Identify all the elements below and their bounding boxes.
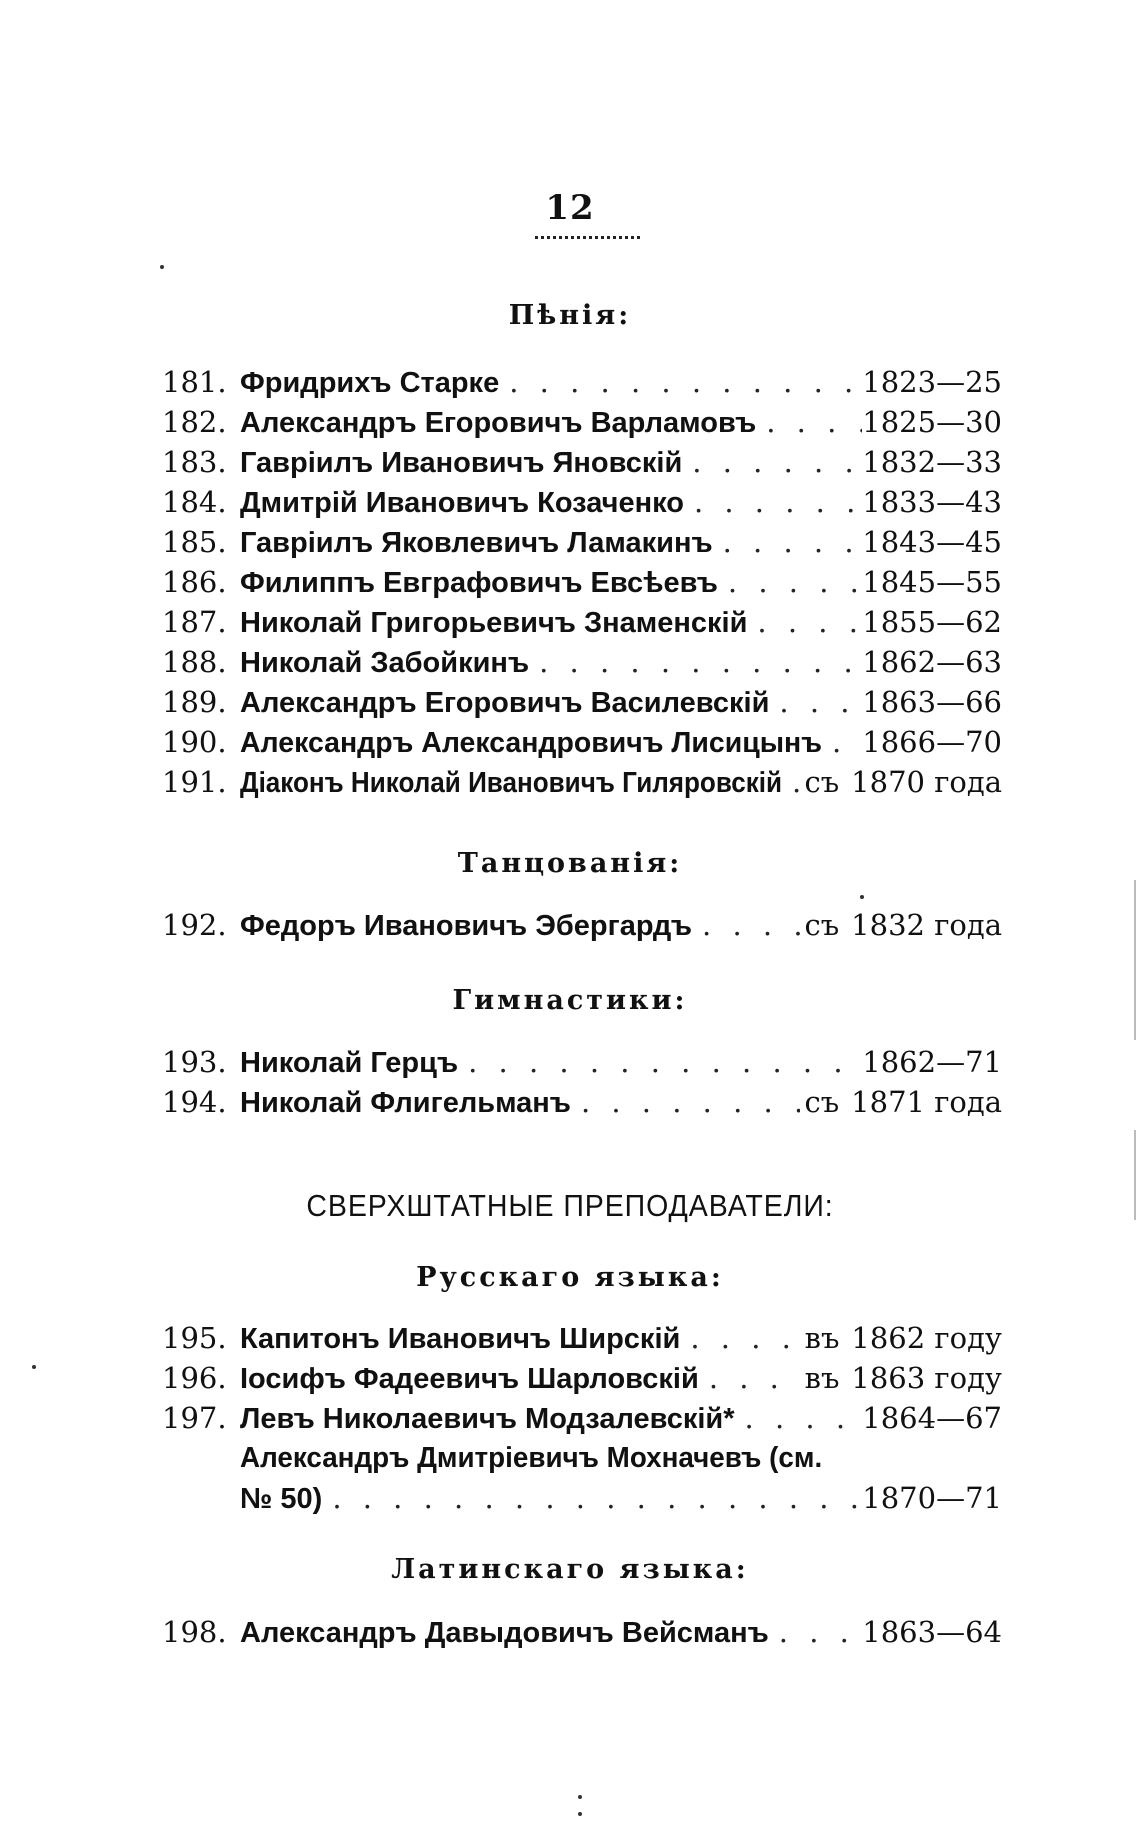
section-heading-supernumerary: СВЕРХШТАТНЫЕ ПРЕПОДАВАТЕЛИ:: [306, 1188, 834, 1223]
entry-row: [162, 905, 1002, 945]
entry-preposition: съ: [804, 1085, 840, 1119]
entry-row: [162, 1612, 1002, 1652]
entry-row: [162, 1318, 1002, 1358]
leader-dots: [680, 1318, 800, 1358]
entry-period: 1825—30: [862, 405, 1002, 439]
scan-edge-line: [1134, 880, 1136, 1040]
entry-period: 1871 года: [851, 1085, 1002, 1119]
leader-dots: [682, 442, 862, 482]
entry-number: 187.: [162, 605, 227, 639]
entry-preposition: съ: [804, 765, 840, 799]
leader-dots: [756, 402, 862, 442]
entry-number: 198.: [162, 1615, 227, 1649]
entry-name: Николай Флигельманъ: [240, 1087, 571, 1119]
entry-name: Александръ Егоровичъ Варламовъ: [240, 407, 757, 439]
entry-period: 1863—64: [862, 1615, 1002, 1649]
entry-period: 1863—66: [862, 685, 1002, 719]
entry-number: 193.: [162, 1045, 227, 1079]
scan-speck: [160, 265, 164, 269]
entry-period: 1862—63: [862, 645, 1002, 679]
entry-row: [162, 1398, 1002, 1438]
leader-dots: [735, 1398, 863, 1438]
entry-name: Филиппъ Евграфовичъ Евсѣевъ: [240, 567, 718, 599]
entry-period: 1855—62: [862, 605, 1002, 639]
entry-period: 1863 году: [851, 1361, 1002, 1395]
entry-number: 185.: [162, 525, 227, 559]
entry-name: Александръ Давыдовичъ Вейсманъ: [240, 1617, 769, 1649]
leader-dots: [458, 1042, 862, 1082]
entry-number: 184.: [162, 485, 227, 519]
entry-number: 196.: [162, 1361, 227, 1395]
entry-name: Левъ Николаевичъ Модзалевскій*: [240, 1403, 735, 1435]
section-heading-gymnastics: Гимнастики:: [452, 985, 688, 1016]
leader-dots: [322, 1478, 862, 1518]
entry-row: [162, 682, 1002, 722]
entry-row-continued: [162, 1438, 1002, 1478]
entry-period: 1832 года: [851, 908, 1002, 942]
page-number-rule: [535, 236, 640, 239]
section-heading-singing: Пѣнія:: [508, 300, 632, 331]
entry-period: 1823—25: [862, 365, 1002, 399]
scan-speck: [32, 1365, 36, 1369]
entry-number: 188.: [162, 645, 227, 679]
leader-dots: [713, 522, 863, 562]
entry-row: [162, 1358, 1002, 1398]
entry-row-continued: [162, 1478, 1002, 1518]
entry-period: 1832—33: [862, 445, 1002, 479]
scan-speck: [860, 895, 864, 899]
entry-number: 181.: [162, 365, 227, 399]
entry-period: 1870 года: [851, 765, 1002, 799]
entry-period: 1845—55: [862, 565, 1002, 599]
leader-dots: [529, 642, 862, 682]
leader-dots: [718, 562, 862, 602]
section-heading-latin: Латинскаго языка:: [391, 1554, 749, 1585]
leader-dots: [699, 1358, 801, 1398]
entry-name: Капитонъ Ивановичъ Ширскій: [240, 1323, 681, 1355]
entry-preposition: съ: [804, 908, 840, 942]
leader-dots: [571, 1082, 801, 1122]
entry-row: [162, 762, 1002, 802]
entry-preposition: въ: [804, 1361, 840, 1395]
entry-period: 1866—70: [862, 725, 1002, 759]
leader-dots: [747, 602, 862, 642]
leader-dots: [822, 722, 862, 762]
entry-number: 195.: [162, 1321, 227, 1355]
entry-number: 197.: [162, 1401, 227, 1435]
page-number: 12: [545, 188, 595, 228]
entry-preposition: въ: [804, 1321, 840, 1355]
entry-row: [162, 1042, 1002, 1082]
entry-name: Николай Забойкинъ: [240, 647, 530, 679]
entry-number: 192.: [162, 908, 227, 942]
entry-period: 1862—71: [862, 1045, 1002, 1079]
entry-number: 191.: [162, 765, 227, 799]
leader-dots: [782, 762, 800, 802]
scan-speck: [578, 1812, 582, 1816]
entry-period: 1862 году: [851, 1321, 1002, 1355]
entry-name: Дмитрій Ивановичъ Козаченко: [240, 487, 684, 519]
scan-edge-line: [1134, 1130, 1136, 1220]
leader-dots: [769, 682, 862, 722]
entry-period: 1864—67: [862, 1401, 1002, 1435]
entry-name: Александръ Александровичъ Лисицынъ: [240, 727, 822, 759]
section-heading-russian: Русскаго языка:: [416, 1262, 724, 1293]
entry-number: 189.: [162, 685, 227, 719]
entry-number: 183.: [162, 445, 227, 479]
entry-name: Николай Григорьевичъ Знаменскій: [240, 607, 748, 639]
entry-number: 186.: [162, 565, 227, 599]
entry-row: [162, 1082, 1002, 1122]
entry-row: [162, 562, 1002, 602]
entry-name: Гавріилъ Ивановичъ Яновскій: [240, 447, 683, 479]
entry-number: 194.: [162, 1085, 227, 1119]
entry-row: [162, 602, 1002, 642]
scan-speck: [578, 1795, 582, 1799]
leader-dots: [769, 1612, 863, 1652]
entry-name: Александръ Егоровичъ Василевскій: [240, 687, 770, 719]
entry-row: [162, 402, 1002, 442]
section-heading-dancing: Танцованія:: [457, 848, 683, 879]
entry-row: [162, 642, 1002, 682]
entry-row: [162, 442, 1002, 482]
entry-name: Федоръ Ивановичъ Эбергардъ: [240, 910, 693, 942]
leader-dots: [692, 905, 800, 945]
entry-name: Іосифъ Фадеевичъ Шарловскій: [240, 1363, 699, 1395]
leader-dots: [499, 362, 862, 402]
entry-name: Александръ Дмитріевичъ Мохначевъ (см.: [240, 1442, 823, 1474]
entry-period: 1870—71: [862, 1481, 1002, 1515]
entry-name: Николай Герцъ: [240, 1047, 459, 1079]
entry-period: 1833—43: [862, 485, 1002, 519]
entry-number: 182.: [162, 405, 227, 439]
entry-row: [162, 722, 1002, 762]
entry-name: Гавріилъ Яковлевичъ Ламакинъ: [240, 527, 713, 559]
entry-name: Фридрихъ Старке: [240, 367, 500, 399]
entry-row: [162, 362, 1002, 402]
entry-period: 1843—45: [862, 525, 1002, 559]
entry-name: № 50): [240, 1483, 323, 1515]
entry-number: 190.: [162, 725, 227, 759]
entry-name: Діаконъ Николай Ивановичъ Гиляровскій: [240, 767, 783, 799]
entry-row: [162, 482, 1002, 522]
leader-dots: [684, 482, 862, 522]
entry-row: [162, 522, 1002, 562]
